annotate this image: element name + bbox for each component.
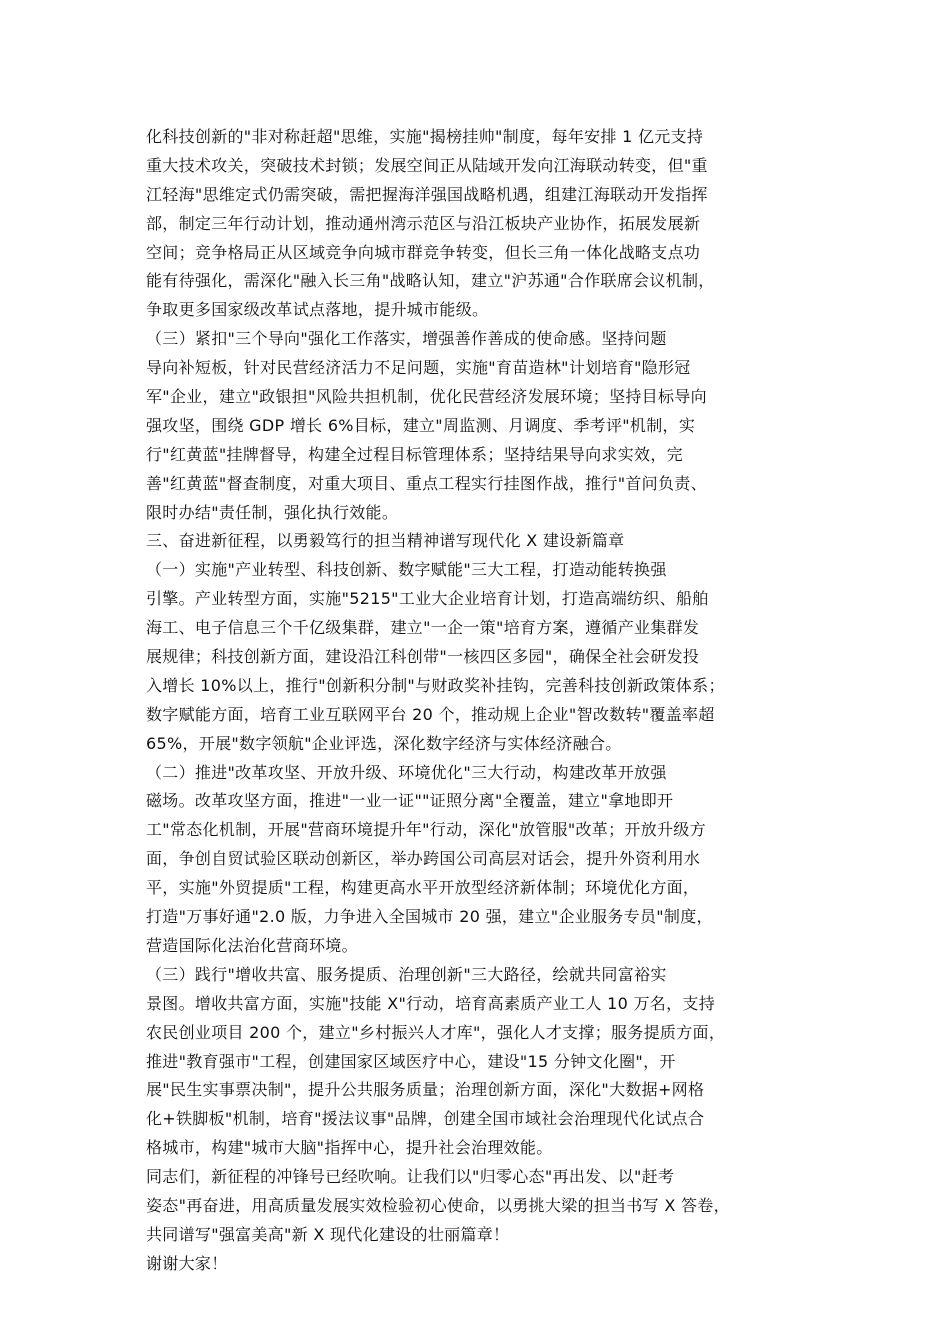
text-line: 平，实施"外贸提质"工程，构建更高水平开放型经济新体制；环境优化方面，	[146, 878, 700, 898]
text-line: 面，争创自贸试验区联动创新区，举办跨国公司高层对话会，提升外资利用水	[146, 849, 701, 869]
text-line: 部，制定三年行动计划，推动通州湾示范区与沿江板块产业协作，拓展发展新	[146, 213, 701, 233]
text-line: 入增长 10%以上，推行"创新积分制"与财政奖补挂钩，完善科技创新政策体系；	[146, 675, 725, 695]
text-line: 强攻坚，围绕 GDP 增长 6%目标，建立"周监测、月调度、季考评"机制，实	[146, 415, 696, 435]
text-line: 打造"万事好通"2.0 版，力争进入全国城市 20 强，建立"企业服务专员"制度，	[146, 907, 713, 927]
text-line: 工"常态化机制，开展"营商环境提升年"行动，深化"放管服"改革；开放升级方	[146, 820, 706, 840]
text-line: 导向补短板，针对民营经济活力不足问题，实施"育苗造林"计划培育"隐形冠	[146, 358, 691, 378]
text-line: 江轻海"思维定式仍需突破，需把握海洋强国战略机遇，组建江海联动开发指挥	[146, 184, 708, 204]
text-line: 同志们，新征程的冲锋号已经吹响。让我们以"归零心态"再出发、以"赶考	[146, 1167, 675, 1187]
text-line: 展"民生实事票决制"，提升公共服务质量；治理创新方面，深化"大数据+网格	[146, 1080, 705, 1100]
text-line: 海工、电子信息三个千亿级集群，建立"一企一策"培育方案，遵循产业集群发	[146, 618, 700, 638]
text-line: 化科技创新的"非对称赶超"思维，实施"揭榜挂帅"制度，每年安排 1 亿元支持	[146, 127, 704, 146]
text-line: 谢谢大家！	[146, 1253, 228, 1273]
text-line: （一）实施"产业转型、科技创新、数字赋能"三大工程，打造动能转换强	[146, 560, 667, 580]
text-line: 磁场。改革攻坚方面，推进"一业一证""证照分离"全覆盖，建立"拿地即开	[146, 791, 674, 811]
text-line: 军"企业，建立"政银担"风险共担机制，优化民营经济发展环境；坚持目标导向	[146, 387, 707, 407]
text-line: （三）紧扣"三个导向"强化工作落实，增强善作善成的使命感。坚持问题	[146, 329, 667, 349]
text-line: 展规律；科技创新方面，建设沿江科创带"一核四区多园"，确保全社会研发投	[146, 647, 700, 667]
text-line: 营造国际化法治化营商环境。	[146, 935, 358, 955]
text-line: 引擎。产业转型方面，实施"5215"工业大企业培育计划，打造高端纺织、船舶	[146, 589, 709, 609]
text-line: 姿态"再奋进，用高质量发展实效检验初心使命，以勇挑大梁的担当书写 X 答卷，	[146, 1195, 730, 1215]
document-body	[146, 123, 836, 1279]
text-line: 三、奋进新征程，以勇毅笃行的担当精神谱写现代化 X 建设新篇章	[146, 531, 625, 551]
text-line: 65%，开展"数字领航"企业评选，深化数字经济与实体经济融合。	[146, 733, 622, 753]
text-line: 化+铁脚板"机制，培育"援法议事"品牌，创建全国市域社会治理现代化试点合	[146, 1109, 705, 1129]
text-line: 能有待强化，需深化"融入长三角"战略认知，建立"沪苏通"合作联席会议机制，	[146, 271, 715, 291]
text-line: 农民创业项目 200 个，建立"乡村振兴人才库"，强化人才支撑；服务提质方面，	[146, 1022, 726, 1042]
text-line: 空间；竞争格局正从区域竞争向城市群竞争转变，但长三角一体化战略支点功	[146, 242, 701, 262]
text-line: 共同谱写"强富美高"新 X 现代化建设的壮丽篇章！	[146, 1224, 510, 1244]
text-line: 景图。增收共富方面，实施"技能 X"行动，培育高素质产业工人 10 万名，支持	[146, 993, 715, 1013]
text-line: 行"红黄蓝"挂牌督导，构建全过程目标管理体系；坚持结果导向求实效，完	[146, 444, 683, 464]
text-line: 推进"教育强市"工程，创建国家区域医疗中心，建设"15 分钟文化圈"，开	[146, 1051, 676, 1071]
text-line: 争取更多国家级改革试点落地，提升城市能级。	[146, 300, 489, 320]
text-line: 格城市，构建"城市大脑"指挥中心，提升社会治理效能。	[146, 1138, 553, 1158]
text-line: 善"红黄蓝"督查制度，对重大项目、重点工程实行挂图作战，推行"首问负责、	[146, 473, 707, 493]
text-line: （三）践行"增收共富、服务提质、治理创新"三大路径，绘就共同富裕实	[146, 964, 667, 984]
text-line: 限时办结"责任制，强化执行效能。	[146, 502, 399, 522]
text-line: 数字赋能方面，培育工业互联网平台 20 个，推动规上企业"智改数转"覆盖率超	[146, 704, 715, 724]
text-line: 重大技术攻关，突破技术封锁；发展空间正从陆域开发向江海联动转变，但"重	[146, 155, 708, 175]
text-line: （二）推进"改革攻坚、开放升级、环境优化"三大行动，构建改革开放强	[146, 762, 667, 782]
